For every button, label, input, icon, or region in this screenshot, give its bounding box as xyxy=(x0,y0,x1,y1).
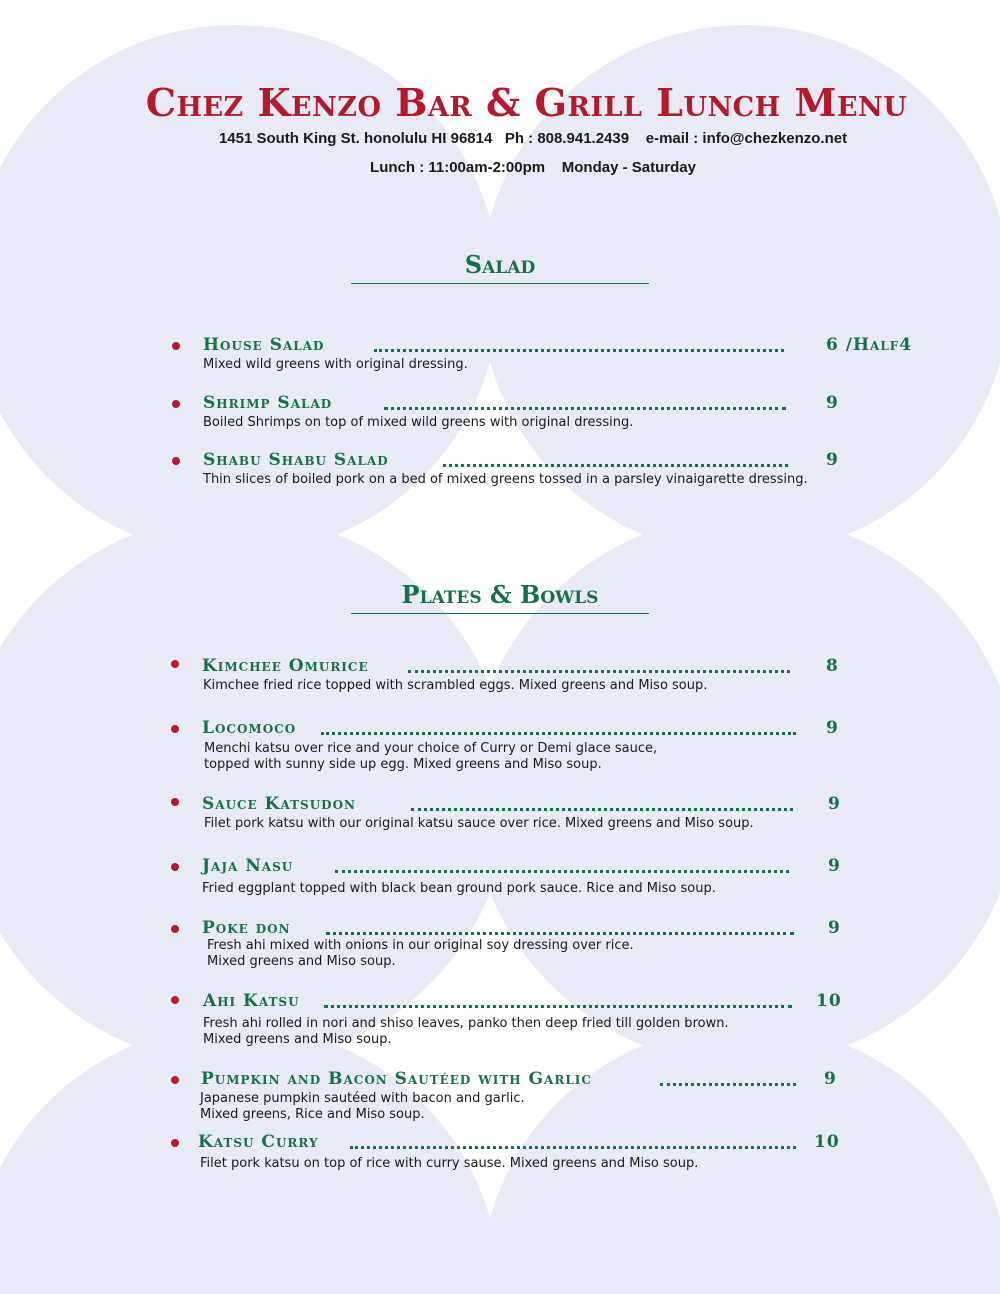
item-description: Fresh ahi rolled in nori and shiso leaves, panko then deep fried till golden brown. Mixed greens and Miso soup. xyxy=(203,1016,729,1047)
dot-leader xyxy=(411,808,793,811)
section-title-plates-bowls: Plates & Bowls xyxy=(401,580,599,609)
item-description: Fresh ahi mixed with onions in our original soy dressing over rice. Mixed greens and Miso soup. xyxy=(207,938,634,969)
section-divider xyxy=(351,613,649,614)
bullet-icon xyxy=(171,725,179,733)
item-name: Pumpkin and Bacon Sautéed with Garlic xyxy=(201,1069,592,1089)
item-name: Shabu Shabu Salad xyxy=(203,450,389,470)
item-price: 10 xyxy=(816,991,842,1011)
item-price: 9 xyxy=(824,1069,837,1089)
bullet-icon xyxy=(172,457,180,465)
item-name: Poke don xyxy=(202,918,291,938)
section-title-salad: Salad xyxy=(464,250,536,279)
dot-leader xyxy=(660,1083,796,1086)
item-description: Japanese pumpkin sautéed with bacon and garlic. Mixed greens, Rice and Miso soup. xyxy=(200,1091,525,1122)
item-name: House Salad xyxy=(203,335,325,355)
menu-title: Chez Kenzo Bar & Grill Lunch Menu xyxy=(145,80,908,125)
item-description: Mixed wild greens with original dressing. xyxy=(203,357,468,372)
item-name: Jaja Nasu xyxy=(202,856,294,876)
item-price: 9 xyxy=(826,393,839,413)
item-price: 8 xyxy=(826,656,839,676)
item-price: 6 /Half4 xyxy=(826,335,913,355)
item-name: Shrimp Salad xyxy=(203,393,333,413)
item-description: Fried eggplant topped with black bean ground pork sauce. Rice and Miso soup. xyxy=(202,881,716,896)
bullet-icon xyxy=(171,863,179,871)
dot-leader xyxy=(335,870,789,873)
item-description: Filet pork katsu on top of rice with curry sause. Mixed greens and Miso soup. xyxy=(200,1156,699,1171)
dot-leader xyxy=(443,464,788,467)
bullet-icon xyxy=(171,925,179,933)
bullet-icon xyxy=(171,1076,179,1084)
bullet-icon xyxy=(172,400,180,408)
dot-leader xyxy=(321,732,796,735)
dot-leader xyxy=(326,932,794,935)
item-name: Katsu Curry xyxy=(198,1132,319,1152)
dot-leader xyxy=(408,670,790,673)
item-price: 9 xyxy=(826,718,839,738)
dot-leader xyxy=(350,1146,796,1149)
dot-leader xyxy=(374,349,784,352)
item-name: Ahi Katsu xyxy=(203,991,300,1011)
item-name: Kimchee Omurice xyxy=(202,656,369,676)
item-price: 9 xyxy=(826,450,839,470)
bullet-icon xyxy=(171,1139,179,1147)
bullet-icon xyxy=(172,342,180,350)
dot-leader xyxy=(384,407,786,410)
item-description: Filet pork katsu with our original katsu sauce over rice. Mixed greens and Miso soup. xyxy=(204,816,754,831)
item-description: Menchi katsu over rice and your choice of Curry or Demi glace sauce, topped with sunny side up egg. Mixed greens and Miso soup. xyxy=(204,741,658,772)
item-name: Locomoco xyxy=(202,718,297,738)
section-divider xyxy=(351,283,649,284)
item-price: 10 xyxy=(814,1132,840,1152)
item-description: Boiled Shrimps on top of mixed wild greens with original dressing. xyxy=(203,415,634,430)
item-price: 9 xyxy=(828,856,841,876)
bullet-icon xyxy=(171,798,179,806)
bullet-icon xyxy=(171,660,179,668)
contact-line: 1451 South King St. honolulu HI 96814 Ph : 808.941.2439 e-mail : info@chezkenzo.net xyxy=(218,130,848,147)
dot-leader xyxy=(324,1005,792,1008)
item-name: Sauce Katsudon xyxy=(202,794,356,814)
item-description: Thin slices of boiled pork on a bed of mixed greens tossed in a parsley vinaigarette dressing. xyxy=(203,472,808,487)
bullet-icon xyxy=(171,996,179,1004)
item-price: 9 xyxy=(828,918,841,938)
item-price: 9 xyxy=(828,794,841,814)
item-description: Kimchee fried rice topped with scrambled eggs. Mixed greens and Miso soup. xyxy=(203,678,708,693)
hours-line: Lunch : 11:00am-2:00pm Monday - Saturday xyxy=(370,159,696,176)
